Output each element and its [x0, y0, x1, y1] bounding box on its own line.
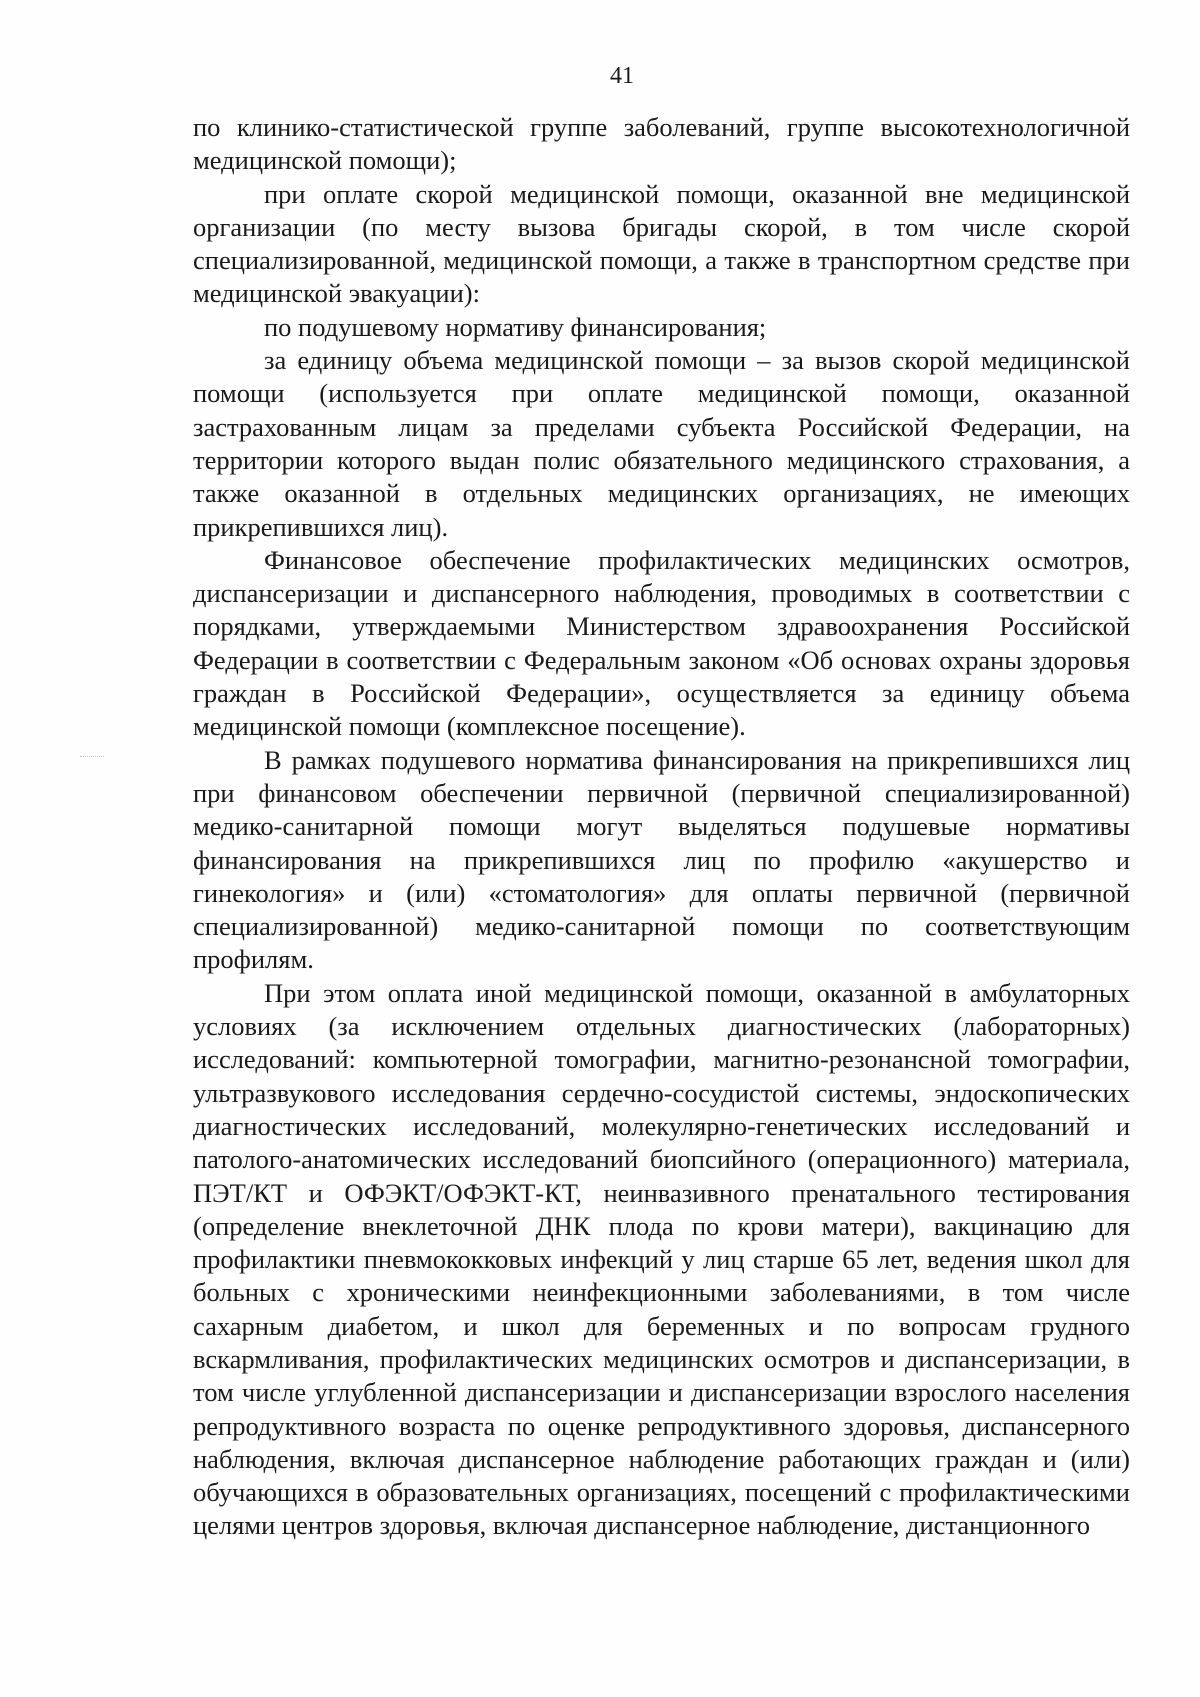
paragraph-ambulance-payment: при оплате скорой медицинской помощи, оказанной вне медицинской организации (по месту вызова бригады скорой, в том числе скорой специализированной, медицинской помощи, а также в транспортном средстве при медицинской эвакуации): [193, 178, 1130, 309]
page-number: 41 [610, 63, 634, 89]
paragraph-other-care-payment: При этом оплата иной медицинской помощи, оказанной в амбулаторных условиях (за исключением отдельных диагностических (лабораторных) исследований: компьютерной томографии, магнитно-резонансной томографии, ультразвукового исследования сердечно-сосудистой системы, эндоскопических диагностических исследований, молекулярно-генетических исследований и патолого-анатомических исследований биопсийного (операционного) материала, ПЭТ/КТ и ОФЭКТ/ОФЭКТ-КТ, неинвазивного пренатального тестирования (определение внеклеточной ДНК плода по крови матери), вакцинацию для профилактики пневмококковых инфекций у лиц старше 65 лет, ведения школ для больных с хроническими неинфекционными заболеваниями, в том числе сахарным диабетом, и школ для беременных и по вопросам грудного вскармливания, профилактических медицинских осмотров и диспансеризации, в том числе углубленной диспансеризации и диспансеризации взрослого населения репродуктивного возраста по оценке репродуктивного здоровья, диспансерного наблюдения, включая диспансерное наблюдение работающих граждан и (или) обучающихся в образовательных организациях, посещений с профилактическими целями центров здоровья, включая диспансерное наблюдение, дистанционного [193, 977, 1130, 1541]
document-body [193, 111, 1130, 1543]
scan-artifact [80, 756, 104, 758]
paragraph-continuation: по клинико-статистической группе заболеваний, группе высокотехнологичной медицинской помощи); [193, 112, 1130, 176]
paragraph-per-capita: по подушевому нормативу финансирования; [264, 311, 767, 342]
paragraph-per-capita-norms: В рамках подушевого норматива финансирования на прикрепившихся лиц при финансовом обеспечении первичной (первичной специализированной) медико-санитарной помощи могут выделяться подушевые нормативы финансирования на прикрепившихся лиц по профилю «акушерство и гинекология» и (или) «стоматология» для оплаты первичной (первичной специализированной) медико-санитарной помощи по соответствующим профилям. [193, 744, 1130, 975]
paragraph-per-call: за единицу объема медицинской помощи – за вызов скорой медицинской помощи (используется при оплате медицинской помощи, оказанной застрахованным лицам за пределами субъекта Российской Федерации, на территории которого выдан полис обязательного медицинского страхования, а также оказанной в отдельных медицинских организациях, не имеющих прикрепившихся лиц). [193, 345, 1130, 542]
paragraph-preventive-exams: Финансовое обеспечение профилактических медицинских осмотров, диспансеризации и диспансерного наблюдения, проводимых в соответствии с порядками, утверждаемыми Министерством здравоохранения Российской Федерации в соответствии с Федеральным законом «Об основах охраны здоровья граждан в Российской Федерации», осуществляется за единицу объема медицинской помощи (комплексное посещение). [193, 544, 1130, 742]
